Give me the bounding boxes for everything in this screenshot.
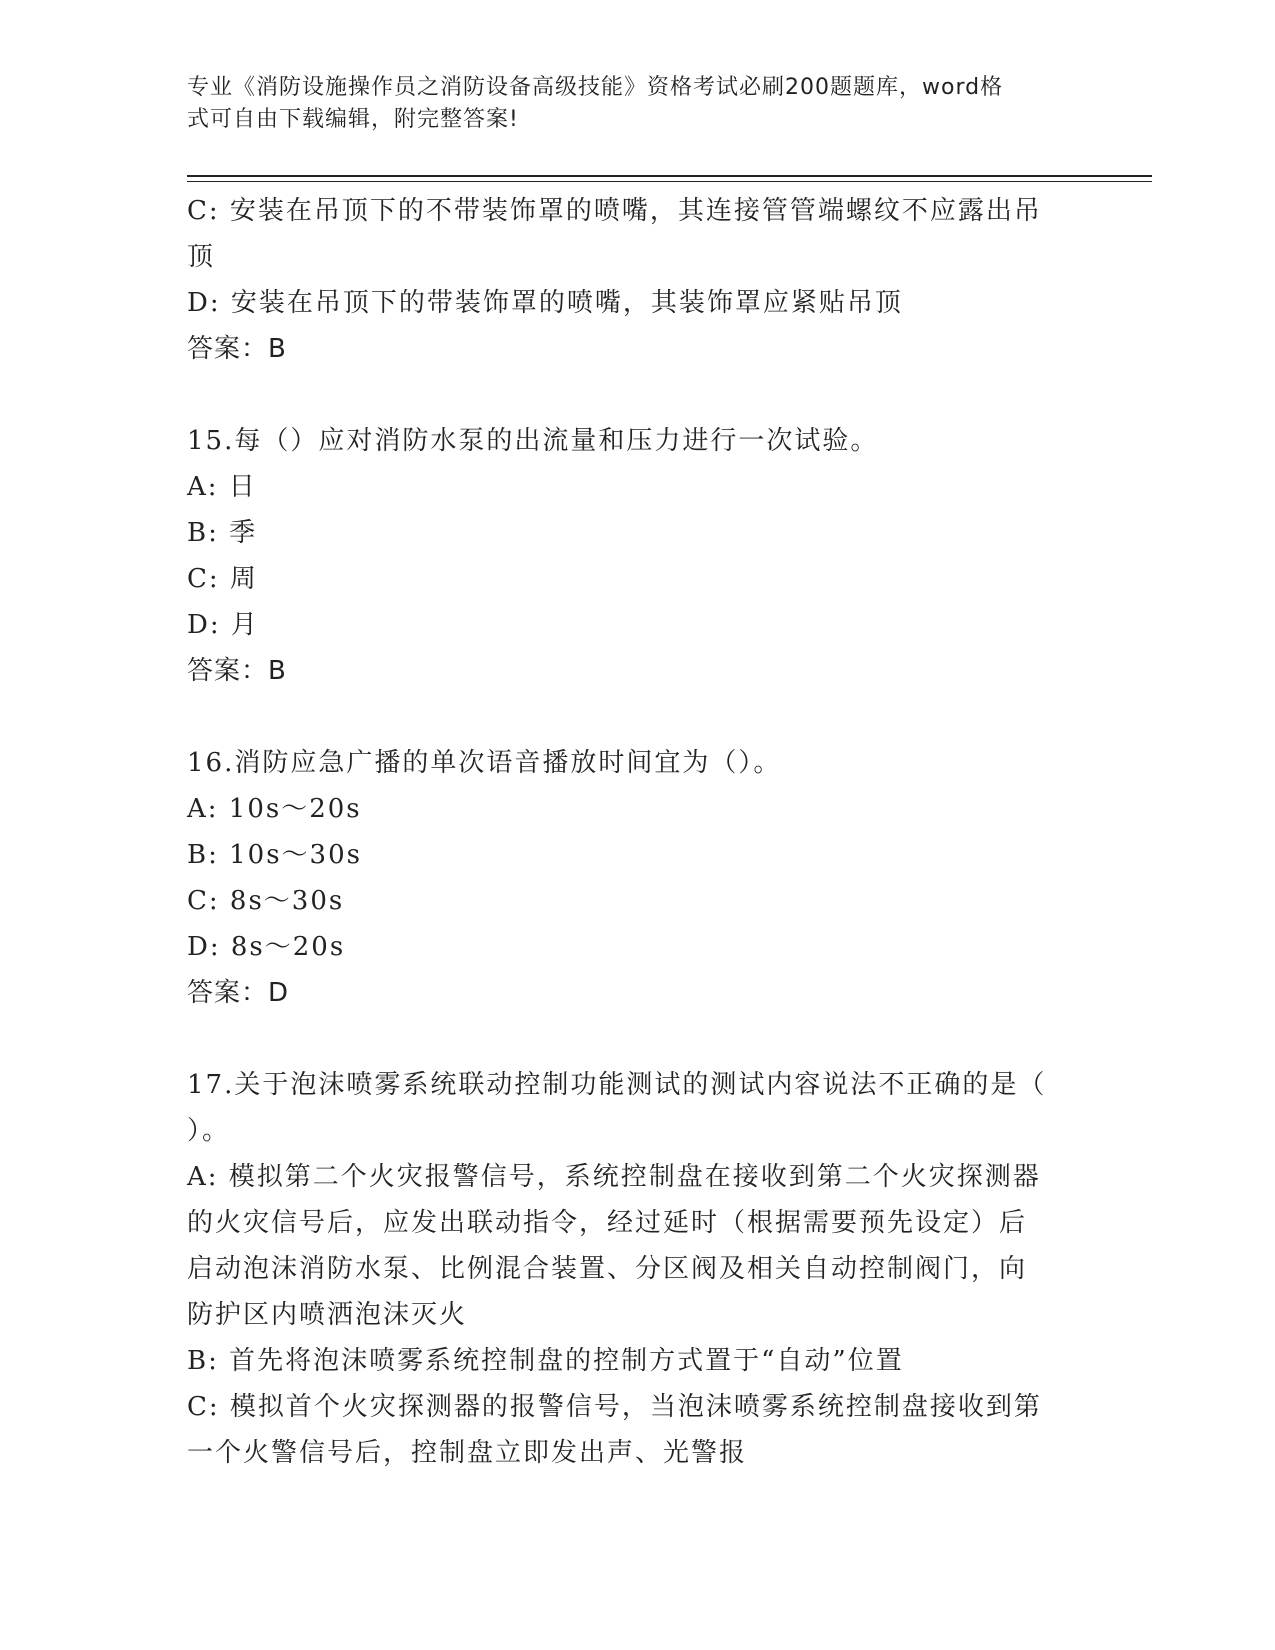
question-14-block (187, 188, 1077, 372)
spacer (187, 1016, 1077, 1062)
option-c-continued: 一个火警信号后，控制盘立即发出声、光警报 (187, 1438, 748, 1468)
question-17-block (187, 1062, 1077, 1476)
option-c: C: 安装在吊顶下的不带装饰罩的喷嘴，其连接管管端螺纹不应露出吊 (187, 196, 1042, 226)
option-b: B: 首先将泡沫喷雾系统控制盘的控制方式置于“自动”位置 (187, 1346, 904, 1376)
option-d: D: 8s～20s (187, 932, 346, 962)
document-header (187, 72, 1067, 136)
header-line: 式可自由下载编辑，附完整答案! (187, 107, 519, 132)
spacer (187, 694, 1077, 740)
option-a: A: 日 (187, 472, 257, 502)
option-a-continued: 的火灾信号后，应发出联动指令，经过延时（根据需要预先设定）后 (187, 1208, 1028, 1238)
answer-label: 答案：B (187, 656, 287, 686)
answer-label: 答案：B (187, 334, 287, 364)
question-text: 15.每（）应对消防水泵的出流量和压力进行一次试验。 (187, 426, 879, 456)
option-a-continued: 防护区内喷洒泡沫灭火 (187, 1300, 468, 1330)
option-a-continued: 启动泡沫消防水泵、比例混合装置、分区阀及相关自动控制阀门，向 (187, 1254, 1028, 1284)
header-divider-thin (187, 181, 1152, 182)
option-a: A: 10s～20s (187, 794, 362, 824)
question-text-continued: ）。 (187, 1116, 231, 1146)
question-15-block (187, 418, 1077, 694)
header-line: 专业《消防设施操作员之消防设备高级技能》资格考试必刷200题题库，word格 (187, 75, 1004, 100)
option-b: B: 季 (187, 518, 258, 548)
option-d: D: 安装在吊顶下的带装饰罩的喷嘴，其装饰罩应紧贴吊顶 (187, 288, 903, 318)
answer-label: 答案：D (187, 978, 290, 1008)
option-c: C: 8s～30s (187, 886, 345, 916)
option-c: C: 周 (187, 564, 258, 594)
option-b: B: 10s～30s (187, 840, 362, 870)
question-text: 17.关于泡沫喷雾系统联动控制功能测试的测试内容说法不正确的是（ (187, 1070, 1047, 1100)
option-a: A: 模拟第二个火灾报警信号，系统控制盘在接收到第二个火灾探测器 (187, 1162, 1041, 1192)
question-content (187, 188, 1077, 1476)
question-text: 16.消防应急广播的单次语音播放时间宜为（）。 (187, 748, 782, 778)
option-c: C: 模拟首个火灾探测器的报警信号，当泡沫喷雾系统控制盘接收到第 (187, 1392, 1042, 1422)
option-d: D: 月 (187, 610, 259, 640)
spacer (187, 372, 1077, 418)
question-16-block (187, 740, 1077, 1016)
header-divider (187, 175, 1152, 177)
option-c-continued: 顶 (187, 242, 216, 272)
